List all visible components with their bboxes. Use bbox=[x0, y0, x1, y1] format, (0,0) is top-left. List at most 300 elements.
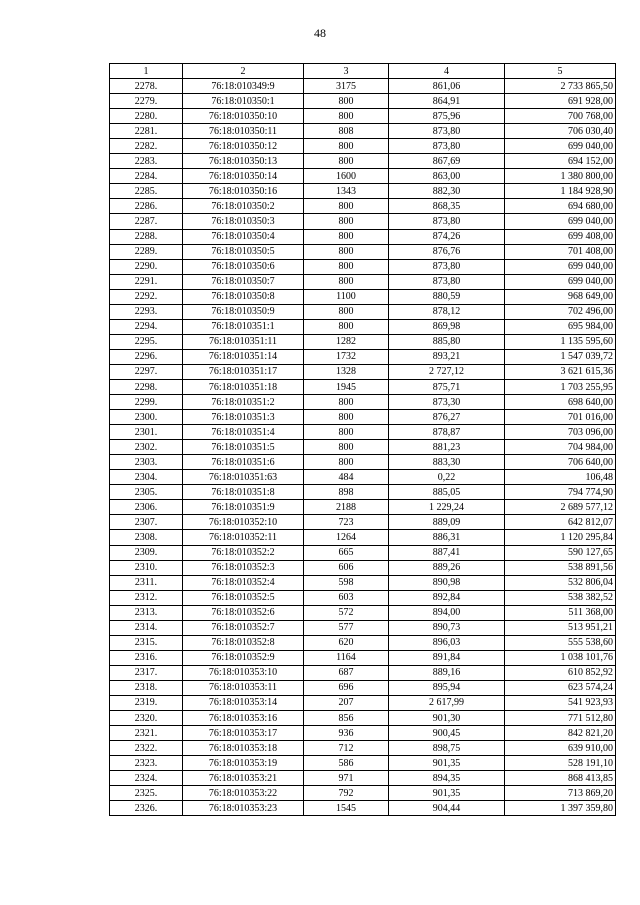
rate-cell: 861,06 bbox=[389, 79, 505, 94]
area-cell: 800 bbox=[304, 94, 389, 109]
row-number-cell: 2298. bbox=[110, 379, 183, 394]
cadastral-number-cell: 76:18:010351:9 bbox=[183, 500, 304, 515]
value-cell: 698 640,00 bbox=[505, 395, 616, 410]
area-cell: 800 bbox=[304, 440, 389, 455]
row-number-cell: 2281. bbox=[110, 124, 183, 139]
cadastral-number-cell: 76:18:010351:8 bbox=[183, 485, 304, 500]
table-row bbox=[110, 109, 616, 124]
table-row bbox=[110, 726, 616, 741]
row-number-cell: 2326. bbox=[110, 801, 183, 816]
cadastral-number-cell: 76:18:010352:10 bbox=[183, 515, 304, 530]
value-cell: 700 768,00 bbox=[505, 109, 616, 124]
row-number-cell: 2319. bbox=[110, 695, 183, 710]
rate-cell: 876,27 bbox=[389, 410, 505, 425]
value-cell: 1 380 800,00 bbox=[505, 169, 616, 184]
cadastral-number-cell: 76:18:010353:18 bbox=[183, 741, 304, 756]
table-row bbox=[110, 605, 616, 620]
value-cell: 555 538,60 bbox=[505, 635, 616, 650]
table-row bbox=[110, 289, 616, 304]
rate-cell: 894,00 bbox=[389, 605, 505, 620]
value-cell: 713 869,20 bbox=[505, 786, 616, 801]
area-cell: 800 bbox=[304, 154, 389, 169]
table-row bbox=[110, 530, 616, 545]
table-row bbox=[110, 575, 616, 590]
row-number-cell: 2309. bbox=[110, 545, 183, 560]
table-row bbox=[110, 379, 616, 394]
cadastral-number-cell: 76:18:010351:17 bbox=[183, 364, 304, 379]
value-cell: 702 496,00 bbox=[505, 304, 616, 319]
value-cell: 706 640,00 bbox=[505, 455, 616, 470]
row-number-cell: 2302. bbox=[110, 440, 183, 455]
value-cell: 532 806,04 bbox=[505, 575, 616, 590]
cadastral-number-cell: 76:18:010352:11 bbox=[183, 530, 304, 545]
row-number-cell: 2286. bbox=[110, 199, 183, 214]
value-cell: 3 621 615,36 bbox=[505, 364, 616, 379]
table-row bbox=[110, 124, 616, 139]
area-cell: 572 bbox=[304, 605, 389, 620]
row-number-cell: 2307. bbox=[110, 515, 183, 530]
row-number-cell: 2320. bbox=[110, 711, 183, 726]
table-row bbox=[110, 169, 616, 184]
rate-cell: 875,71 bbox=[389, 379, 505, 394]
cadastral-number-cell: 76:18:010351:6 bbox=[183, 455, 304, 470]
table-row bbox=[110, 515, 616, 530]
value-cell: 699 040,00 bbox=[505, 259, 616, 274]
table-row bbox=[110, 470, 616, 485]
table-row bbox=[110, 304, 616, 319]
area-cell: 598 bbox=[304, 575, 389, 590]
table-row bbox=[110, 274, 616, 289]
row-number-cell: 2295. bbox=[110, 334, 183, 349]
value-cell: 538 382,52 bbox=[505, 590, 616, 605]
area-cell: 3175 bbox=[304, 79, 389, 94]
cadastral-number-cell: 76:18:010350:4 bbox=[183, 229, 304, 244]
row-number-cell: 2313. bbox=[110, 605, 183, 620]
rate-cell: 875,96 bbox=[389, 109, 505, 124]
row-number-cell: 2301. bbox=[110, 425, 183, 440]
cadastral-number-cell: 76:18:010352:2 bbox=[183, 545, 304, 560]
rate-cell: 864,91 bbox=[389, 94, 505, 109]
table-row bbox=[110, 184, 616, 199]
area-cell: 800 bbox=[304, 199, 389, 214]
row-number-cell: 2285. bbox=[110, 184, 183, 199]
cadastral-number-cell: 76:18:010353:21 bbox=[183, 771, 304, 786]
value-cell: 590 127,65 bbox=[505, 545, 616, 560]
rate-cell: 1 229,24 bbox=[389, 500, 505, 515]
table-row bbox=[110, 560, 616, 575]
value-cell: 699 040,00 bbox=[505, 214, 616, 229]
rate-cell: 873,80 bbox=[389, 259, 505, 274]
rate-cell: 878,12 bbox=[389, 304, 505, 319]
row-number-cell: 2289. bbox=[110, 244, 183, 259]
row-number-cell: 2325. bbox=[110, 786, 183, 801]
value-cell: 541 923,93 bbox=[505, 695, 616, 710]
table-row bbox=[110, 364, 616, 379]
value-cell: 106,48 bbox=[505, 470, 616, 485]
area-cell: 800 bbox=[304, 304, 389, 319]
cadastral-number-cell: 76:18:010353:16 bbox=[183, 711, 304, 726]
row-number-cell: 2316. bbox=[110, 650, 183, 665]
column-header: 5 bbox=[505, 64, 616, 79]
area-cell: 800 bbox=[304, 229, 389, 244]
area-cell: 800 bbox=[304, 244, 389, 259]
area-cell: 800 bbox=[304, 214, 389, 229]
row-number-cell: 2300. bbox=[110, 410, 183, 425]
cadastral-number-cell: 76:18:010351:5 bbox=[183, 440, 304, 455]
table-row bbox=[110, 665, 616, 680]
rate-cell: 889,16 bbox=[389, 665, 505, 680]
rate-cell: 901,35 bbox=[389, 786, 505, 801]
table-row bbox=[110, 620, 616, 635]
page-number: 48 bbox=[314, 26, 326, 40]
rate-cell: 873,80 bbox=[389, 214, 505, 229]
cadastral-number-cell: 76:18:010349:9 bbox=[183, 79, 304, 94]
area-cell: 620 bbox=[304, 635, 389, 650]
cadastral-number-cell: 76:18:010352:4 bbox=[183, 575, 304, 590]
area-cell: 1282 bbox=[304, 334, 389, 349]
value-cell: 1 703 255,95 bbox=[505, 379, 616, 394]
rate-cell: 895,94 bbox=[389, 680, 505, 695]
area-cell: 800 bbox=[304, 425, 389, 440]
area-cell: 1264 bbox=[304, 530, 389, 545]
value-cell: 642 812,07 bbox=[505, 515, 616, 530]
row-number-cell: 2278. bbox=[110, 79, 183, 94]
area-cell: 898 bbox=[304, 485, 389, 500]
cadastral-number-cell: 76:18:010350:10 bbox=[183, 109, 304, 124]
row-number-cell: 2311. bbox=[110, 575, 183, 590]
area-cell: 936 bbox=[304, 726, 389, 741]
row-number-cell: 2296. bbox=[110, 349, 183, 364]
rate-cell: 873,80 bbox=[389, 139, 505, 154]
cadastral-number-cell: 76:18:010351:4 bbox=[183, 425, 304, 440]
row-number-cell: 2322. bbox=[110, 741, 183, 756]
column-header: 2 bbox=[183, 64, 304, 79]
area-cell: 665 bbox=[304, 545, 389, 560]
cadastral-number-cell: 76:18:010351:14 bbox=[183, 349, 304, 364]
value-cell: 1 184 928,90 bbox=[505, 184, 616, 199]
row-number-cell: 2324. bbox=[110, 771, 183, 786]
area-cell: 1545 bbox=[304, 801, 389, 816]
data-table bbox=[109, 63, 616, 816]
table-row bbox=[110, 440, 616, 455]
cadastral-number-cell: 76:18:010350:16 bbox=[183, 184, 304, 199]
value-cell: 528 191,10 bbox=[505, 756, 616, 771]
cadastral-number-cell: 76:18:010352:9 bbox=[183, 650, 304, 665]
cadastral-number-cell: 76:18:010350:12 bbox=[183, 139, 304, 154]
cadastral-number-cell: 76:18:010352:6 bbox=[183, 605, 304, 620]
rate-cell: 867,69 bbox=[389, 154, 505, 169]
area-cell: 1343 bbox=[304, 184, 389, 199]
table-row bbox=[110, 229, 616, 244]
cadastral-number-cell: 76:18:010350:9 bbox=[183, 304, 304, 319]
cadastral-number-cell: 76:18:010351:11 bbox=[183, 334, 304, 349]
rate-cell: 869,98 bbox=[389, 319, 505, 334]
table-row bbox=[110, 680, 616, 695]
cadastral-number-cell: 76:18:010350:1 bbox=[183, 94, 304, 109]
row-number-cell: 2287. bbox=[110, 214, 183, 229]
row-number-cell: 2321. bbox=[110, 726, 183, 741]
value-cell: 868 413,85 bbox=[505, 771, 616, 786]
rate-cell: 880,59 bbox=[389, 289, 505, 304]
cadastral-number-cell: 76:18:010352:5 bbox=[183, 590, 304, 605]
value-cell: 511 368,00 bbox=[505, 605, 616, 620]
rate-cell: 874,26 bbox=[389, 229, 505, 244]
rate-cell: 901,35 bbox=[389, 756, 505, 771]
row-number-cell: 2279. bbox=[110, 94, 183, 109]
value-cell: 699 040,00 bbox=[505, 139, 616, 154]
table-row bbox=[110, 334, 616, 349]
rate-cell: 889,09 bbox=[389, 515, 505, 530]
area-cell: 1600 bbox=[304, 169, 389, 184]
rate-cell: 873,80 bbox=[389, 124, 505, 139]
cadastral-number-cell: 76:18:010350:13 bbox=[183, 154, 304, 169]
rate-cell: 886,31 bbox=[389, 530, 505, 545]
row-number-cell: 2312. bbox=[110, 590, 183, 605]
cadastral-number-cell: 76:18:010353:11 bbox=[183, 680, 304, 695]
area-cell: 484 bbox=[304, 470, 389, 485]
row-number-cell: 2291. bbox=[110, 274, 183, 289]
table-row bbox=[110, 244, 616, 259]
area-cell: 1945 bbox=[304, 379, 389, 394]
cadastral-number-cell: 76:18:010350:2 bbox=[183, 199, 304, 214]
row-number-cell: 2304. bbox=[110, 470, 183, 485]
cadastral-number-cell: 76:18:010350:8 bbox=[183, 289, 304, 304]
cadastral-number-cell: 76:18:010353:22 bbox=[183, 786, 304, 801]
rate-cell: 893,21 bbox=[389, 349, 505, 364]
rate-cell: 892,84 bbox=[389, 590, 505, 605]
row-number-cell: 2290. bbox=[110, 259, 183, 274]
area-cell: 800 bbox=[304, 410, 389, 425]
value-cell: 610 852,92 bbox=[505, 665, 616, 680]
rate-cell: 0,22 bbox=[389, 470, 505, 485]
rate-cell: 898,75 bbox=[389, 741, 505, 756]
table-row bbox=[110, 319, 616, 334]
value-cell: 842 821,20 bbox=[505, 726, 616, 741]
cadastral-number-cell: 76:18:010350:6 bbox=[183, 259, 304, 274]
rate-cell: 885,80 bbox=[389, 334, 505, 349]
row-number-cell: 2292. bbox=[110, 289, 183, 304]
cadastral-number-cell: 76:18:010350:5 bbox=[183, 244, 304, 259]
area-cell: 856 bbox=[304, 711, 389, 726]
value-cell: 704 984,00 bbox=[505, 440, 616, 455]
value-cell: 771 512,80 bbox=[505, 711, 616, 726]
value-cell: 794 774,90 bbox=[505, 485, 616, 500]
cadastral-number-cell: 76:18:010353:10 bbox=[183, 665, 304, 680]
area-cell: 792 bbox=[304, 786, 389, 801]
area-cell: 606 bbox=[304, 560, 389, 575]
area-cell: 800 bbox=[304, 139, 389, 154]
area-cell: 800 bbox=[304, 259, 389, 274]
cadastral-number-cell: 76:18:010352:8 bbox=[183, 635, 304, 650]
area-cell: 696 bbox=[304, 680, 389, 695]
column-header: 3 bbox=[304, 64, 389, 79]
row-number-cell: 2310. bbox=[110, 560, 183, 575]
value-cell: 623 574,24 bbox=[505, 680, 616, 695]
rate-cell: 882,30 bbox=[389, 184, 505, 199]
table-row bbox=[110, 500, 616, 515]
rate-cell: 894,35 bbox=[389, 771, 505, 786]
row-number-cell: 2323. bbox=[110, 756, 183, 771]
rate-cell: 881,23 bbox=[389, 440, 505, 455]
rate-cell: 883,30 bbox=[389, 455, 505, 470]
row-number-cell: 2308. bbox=[110, 530, 183, 545]
value-cell: 968 649,00 bbox=[505, 289, 616, 304]
value-cell: 1 135 595,60 bbox=[505, 334, 616, 349]
area-cell: 1328 bbox=[304, 364, 389, 379]
rate-cell: 885,05 bbox=[389, 485, 505, 500]
value-cell: 699 408,00 bbox=[505, 229, 616, 244]
value-cell: 1 397 359,80 bbox=[505, 801, 616, 816]
cadastral-number-cell: 76:18:010351:63 bbox=[183, 470, 304, 485]
table-row bbox=[110, 485, 616, 500]
table-header-row bbox=[110, 64, 616, 79]
area-cell: 687 bbox=[304, 665, 389, 680]
area-cell: 1164 bbox=[304, 650, 389, 665]
rate-cell: 2 617,99 bbox=[389, 695, 505, 710]
rate-cell: 873,30 bbox=[389, 395, 505, 410]
value-cell: 513 951,21 bbox=[505, 620, 616, 635]
rate-cell: 889,26 bbox=[389, 560, 505, 575]
table-row bbox=[110, 455, 616, 470]
row-number-cell: 2314. bbox=[110, 620, 183, 635]
table-row bbox=[110, 741, 616, 756]
area-cell: 800 bbox=[304, 455, 389, 470]
table-row bbox=[110, 410, 616, 425]
area-cell: 1100 bbox=[304, 289, 389, 304]
area-cell: 577 bbox=[304, 620, 389, 635]
area-cell: 603 bbox=[304, 590, 389, 605]
value-cell: 1 120 295,84 bbox=[505, 530, 616, 545]
table-row bbox=[110, 590, 616, 605]
column-header: 4 bbox=[389, 64, 505, 79]
cadastral-number-cell: 76:18:010353:14 bbox=[183, 695, 304, 710]
area-cell: 800 bbox=[304, 109, 389, 124]
rate-cell: 891,84 bbox=[389, 650, 505, 665]
rate-cell: 890,73 bbox=[389, 620, 505, 635]
cadastral-number-cell: 76:18:010353:23 bbox=[183, 801, 304, 816]
cadastral-number-cell: 76:18:010351:2 bbox=[183, 395, 304, 410]
value-cell: 1 547 039,72 bbox=[505, 349, 616, 364]
cadastral-number-cell: 76:18:010350:14 bbox=[183, 169, 304, 184]
rate-cell: 2 727,12 bbox=[389, 364, 505, 379]
cadastral-number-cell: 76:18:010350:7 bbox=[183, 274, 304, 289]
cadastral-number-cell: 76:18:010350:3 bbox=[183, 214, 304, 229]
table-body bbox=[110, 79, 616, 816]
row-number-cell: 2282. bbox=[110, 139, 183, 154]
rate-cell: 873,80 bbox=[389, 274, 505, 289]
cadastral-number-cell: 76:18:010351:3 bbox=[183, 410, 304, 425]
area-cell: 800 bbox=[304, 274, 389, 289]
area-cell: 800 bbox=[304, 319, 389, 334]
cadastral-number-cell: 76:18:010352:7 bbox=[183, 620, 304, 635]
rate-cell: 868,35 bbox=[389, 199, 505, 214]
value-cell: 639 910,00 bbox=[505, 741, 616, 756]
cadastral-number-cell: 76:18:010351:18 bbox=[183, 379, 304, 394]
table-row bbox=[110, 545, 616, 560]
rate-cell: 900,45 bbox=[389, 726, 505, 741]
area-cell: 207 bbox=[304, 695, 389, 710]
value-cell: 691 928,00 bbox=[505, 94, 616, 109]
row-number-cell: 2306. bbox=[110, 500, 183, 515]
row-number-cell: 2280. bbox=[110, 109, 183, 124]
row-number-cell: 2297. bbox=[110, 364, 183, 379]
area-cell: 800 bbox=[304, 395, 389, 410]
cadastral-number-cell: 76:18:010351:1 bbox=[183, 319, 304, 334]
rate-cell: 904,44 bbox=[389, 801, 505, 816]
cadastral-number-cell: 76:18:010352:3 bbox=[183, 560, 304, 575]
rate-cell: 901,30 bbox=[389, 711, 505, 726]
area-cell: 808 bbox=[304, 124, 389, 139]
value-cell: 699 040,00 bbox=[505, 274, 616, 289]
table-row bbox=[110, 801, 616, 816]
row-number-cell: 2288. bbox=[110, 229, 183, 244]
table-row bbox=[110, 425, 616, 440]
rate-cell: 890,98 bbox=[389, 575, 505, 590]
table-row bbox=[110, 771, 616, 786]
row-number-cell: 2303. bbox=[110, 455, 183, 470]
value-cell: 2 733 865,50 bbox=[505, 79, 616, 94]
area-cell: 1732 bbox=[304, 349, 389, 364]
area-cell: 2188 bbox=[304, 500, 389, 515]
rate-cell: 896,03 bbox=[389, 635, 505, 650]
value-cell: 695 984,00 bbox=[505, 319, 616, 334]
table-row bbox=[110, 349, 616, 364]
value-cell: 694 680,00 bbox=[505, 199, 616, 214]
area-cell: 712 bbox=[304, 741, 389, 756]
table-row bbox=[110, 711, 616, 726]
area-cell: 586 bbox=[304, 756, 389, 771]
rate-cell: 876,76 bbox=[389, 244, 505, 259]
table-row bbox=[110, 139, 616, 154]
value-cell: 703 096,00 bbox=[505, 425, 616, 440]
row-number-cell: 2305. bbox=[110, 485, 183, 500]
cadastral-number-cell: 76:18:010350:11 bbox=[183, 124, 304, 139]
row-number-cell: 2299. bbox=[110, 395, 183, 410]
value-cell: 694 152,00 bbox=[505, 154, 616, 169]
rate-cell: 878,87 bbox=[389, 425, 505, 440]
value-cell: 2 689 577,12 bbox=[505, 500, 616, 515]
rate-cell: 863,00 bbox=[389, 169, 505, 184]
row-number-cell: 2284. bbox=[110, 169, 183, 184]
table-row bbox=[110, 199, 616, 214]
cadastral-number-cell: 76:18:010353:19 bbox=[183, 756, 304, 771]
value-cell: 701 016,00 bbox=[505, 410, 616, 425]
value-cell: 538 891,56 bbox=[505, 560, 616, 575]
table-row bbox=[110, 650, 616, 665]
row-number-cell: 2283. bbox=[110, 154, 183, 169]
row-number-cell: 2317. bbox=[110, 665, 183, 680]
rate-cell: 887,41 bbox=[389, 545, 505, 560]
area-cell: 971 bbox=[304, 771, 389, 786]
value-cell: 1 038 101,76 bbox=[505, 650, 616, 665]
table-row bbox=[110, 154, 616, 169]
table-row bbox=[110, 635, 616, 650]
row-number-cell: 2293. bbox=[110, 304, 183, 319]
table-row bbox=[110, 695, 616, 710]
cadastral-number-cell: 76:18:010353:17 bbox=[183, 726, 304, 741]
row-number-cell: 2318. bbox=[110, 680, 183, 695]
table-row bbox=[110, 395, 616, 410]
table-row bbox=[110, 756, 616, 771]
row-number-cell: 2294. bbox=[110, 319, 183, 334]
value-cell: 701 408,00 bbox=[505, 244, 616, 259]
table-row bbox=[110, 786, 616, 801]
table-row bbox=[110, 214, 616, 229]
table-row bbox=[110, 259, 616, 274]
area-cell: 723 bbox=[304, 515, 389, 530]
table-row bbox=[110, 79, 616, 94]
value-cell: 706 030,40 bbox=[505, 124, 616, 139]
